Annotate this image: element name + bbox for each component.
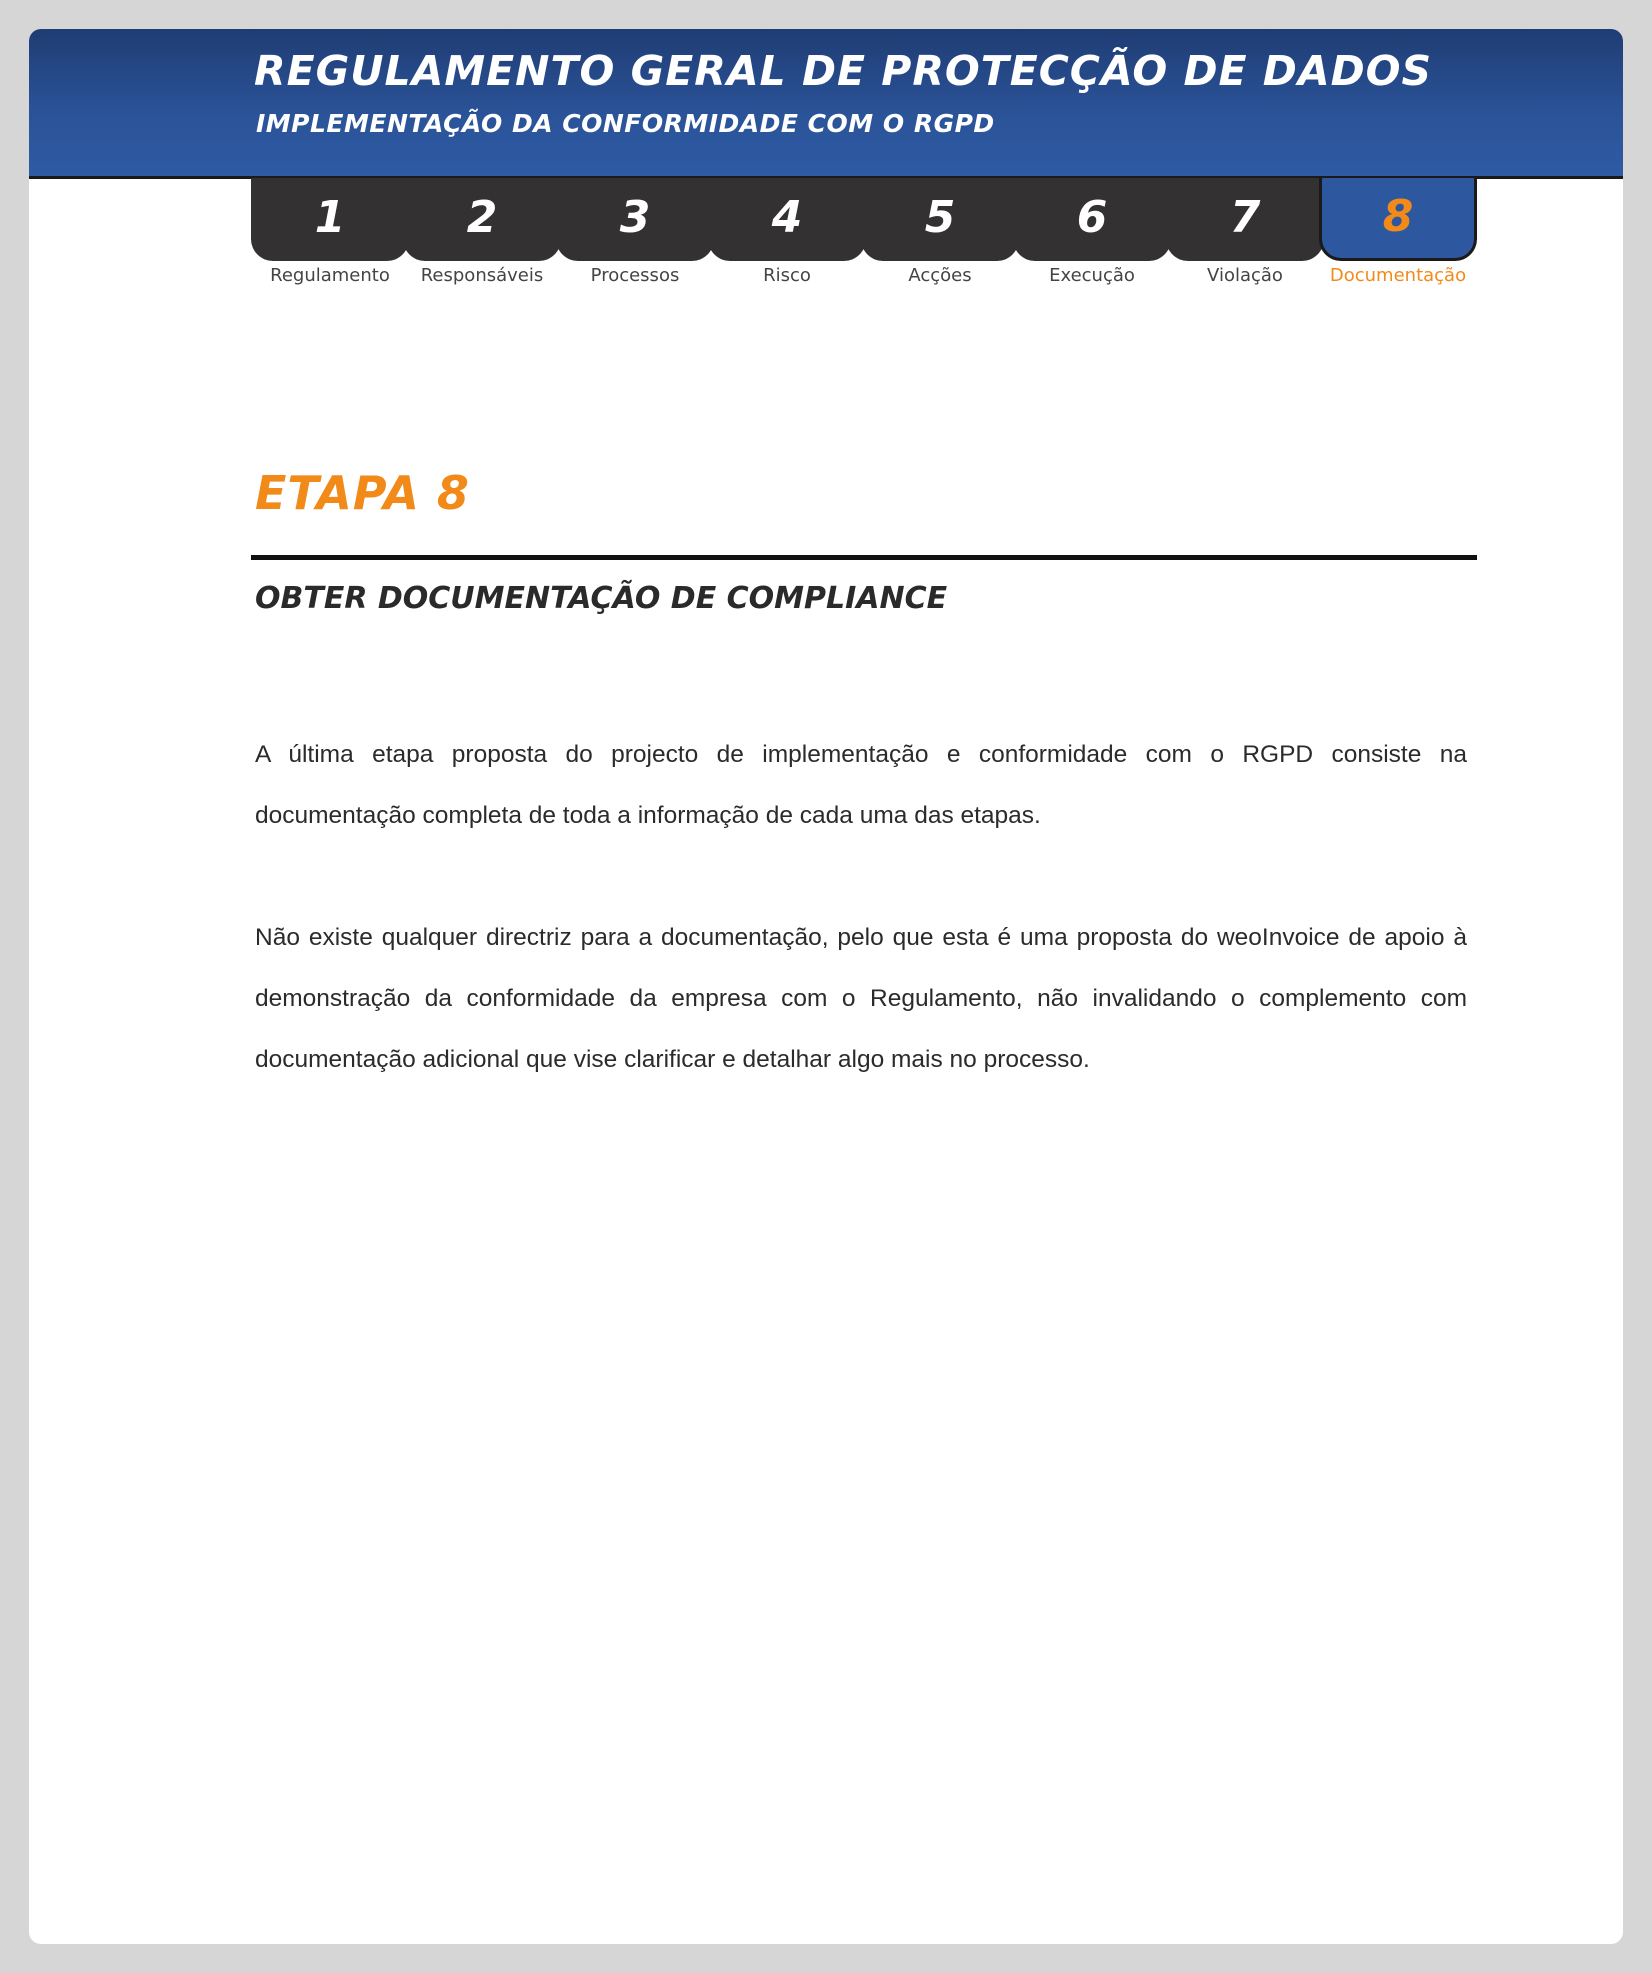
section-divider xyxy=(251,555,1477,560)
document-subtitle: IMPLEMENTAÇÃO DA CONFORMIDADE COM O RGPD xyxy=(256,109,995,138)
tab-label-execucao[interactable]: Execução xyxy=(1049,265,1135,286)
tab-step-3[interactable] xyxy=(556,178,714,261)
tab-step-5[interactable] xyxy=(861,178,1019,261)
body-paragraph: Não existe qualquer directriz para a documentação, pelo que esta é uma proposta do weoInvoice de apoio à demonstração da conformidade da empresa com o Regulamento, não invalidando o complemento com documentação adicional que vise clarificar e detalhar algo mais no processo. xyxy=(255,924,1467,1073)
document-page xyxy=(29,29,1623,1944)
header-banner xyxy=(29,29,1623,179)
tab-label-accoes[interactable]: Acções xyxy=(908,265,972,286)
tab-step-2[interactable] xyxy=(403,178,561,261)
body-paragraph: A última etapa proposta do projecto de implementação e conformidade com o RGPD consiste na documentação completa de toda a informação de cada uma das etapas. xyxy=(255,741,1467,829)
tab-number: 4 xyxy=(771,192,803,243)
tab-number: 6 xyxy=(1076,192,1108,243)
stage-title: ETAPA 8 xyxy=(255,466,470,520)
tab-label-violacao[interactable]: Violação xyxy=(1207,265,1283,286)
tab-number: 5 xyxy=(924,192,956,243)
tab-number: 2 xyxy=(466,192,498,243)
tab-step-4[interactable] xyxy=(708,178,866,261)
tab-label-risco[interactable]: Risco xyxy=(763,265,811,286)
step-tabs xyxy=(251,178,1477,268)
tab-number: 8 xyxy=(1382,190,1414,242)
tab-number: 1 xyxy=(314,192,346,243)
tab-label-responsaveis[interactable]: Responsáveis xyxy=(420,265,544,286)
tab-number: 7 xyxy=(1229,192,1261,243)
step-labels xyxy=(251,265,1477,295)
tab-label-regulamento[interactable]: Regulamento xyxy=(270,265,390,286)
document-title: REGULAMENTO GERAL DE PROTECÇÃO DE DADOS xyxy=(254,47,1432,95)
tab-step-7[interactable] xyxy=(1166,178,1324,261)
tab-number: 3 xyxy=(619,192,651,243)
tab-label-processos[interactable]: Processos xyxy=(590,265,680,286)
tab-step-8-active[interactable] xyxy=(1319,178,1477,261)
tab-step-6[interactable] xyxy=(1013,178,1171,261)
section-title: OBTER DOCUMENTAÇÃO DE COMPLIANCE xyxy=(255,581,948,616)
tab-step-1[interactable] xyxy=(251,178,409,261)
tab-label-documentacao[interactable]: Documentação xyxy=(1329,265,1467,286)
